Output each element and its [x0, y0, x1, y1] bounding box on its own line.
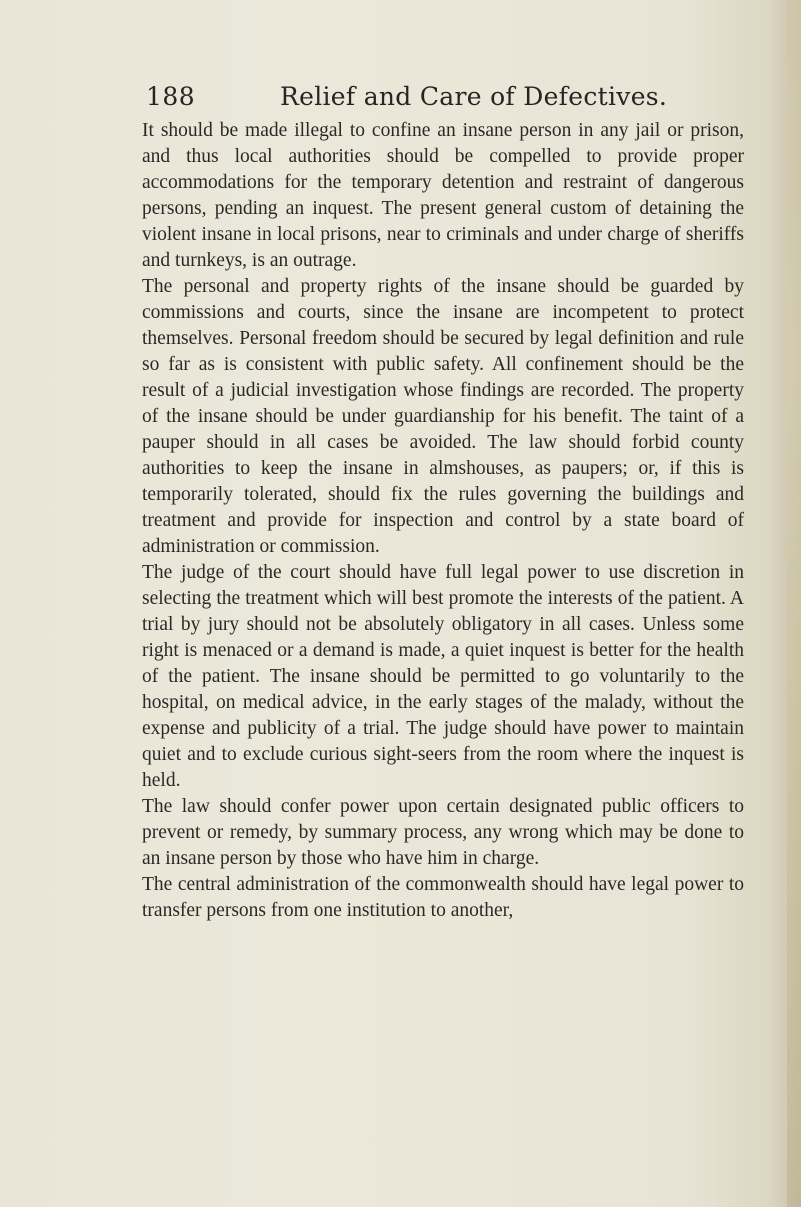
running-header — [146, 82, 666, 122]
page-edge-shadow — [787, 0, 801, 1207]
page-number: 188 — [146, 82, 196, 111]
running-title: Relief and Care of Defectives. — [280, 82, 668, 111]
paragraph-judge-discretion: The judge of the court should have full legal power to use discretion in selecting the treatment which will best promote the interests of the patient. A trial by jury should not be absolutely obligatory in all cases. Unless some right is menaced or a demand is made, a quiet inquest is better for the health of the patient. The insane should be permitted to go voluntarily to the hospital, on medical advice, in the early stages of the malady, without the expense and publicity of a trial. The judge should have power to maintain quiet and to exclude curious sight-seers from the room where the inquest is held. — [142, 562, 744, 791]
paragraph-public-officers: The law should confer power upon certain designated public officers to prevent or remedy, by summary process, any wrong which may be done to an insane person by those who have him in charge. — [142, 796, 744, 869]
paragraph-personal-property-rights: The personal and property rights of the insane should be guarded by commissions and courts, since the insane are incompetent to protect themselves. Personal freedom should be secured by legal definition and rule so far as is consistent with public safety. All confinement should be the result of a judicial investigation whose findings are recorded. The property of the insane should be under guardianship for his benefit. The taint of a pauper should in all cases be avoided. The law should forbid county authorities to keep the insane in almshouses, as paupers; or, if this is temporarily tolerated, should fix the rules governing the buildings and treatment and provide for inspection and control by a state board of administration or commission. — [142, 276, 744, 557]
paragraph-central-administration: The central administration of the commonwealth should have legal power to transfer persons from one institution to another, — [142, 874, 744, 921]
body-text — [142, 118, 744, 924]
paragraph-jail-confinement: It should be made illegal to confine an insane person in any jail or prison, and thus local authorities should be compelled to provide proper accommodations for the temporary detention and restraint of dangerous persons, pending an inquest. The present general custom of detaining the violent insane in local prisons, near to criminals and under charge of sheriffs and turnkeys, is an outrage. — [142, 120, 744, 271]
